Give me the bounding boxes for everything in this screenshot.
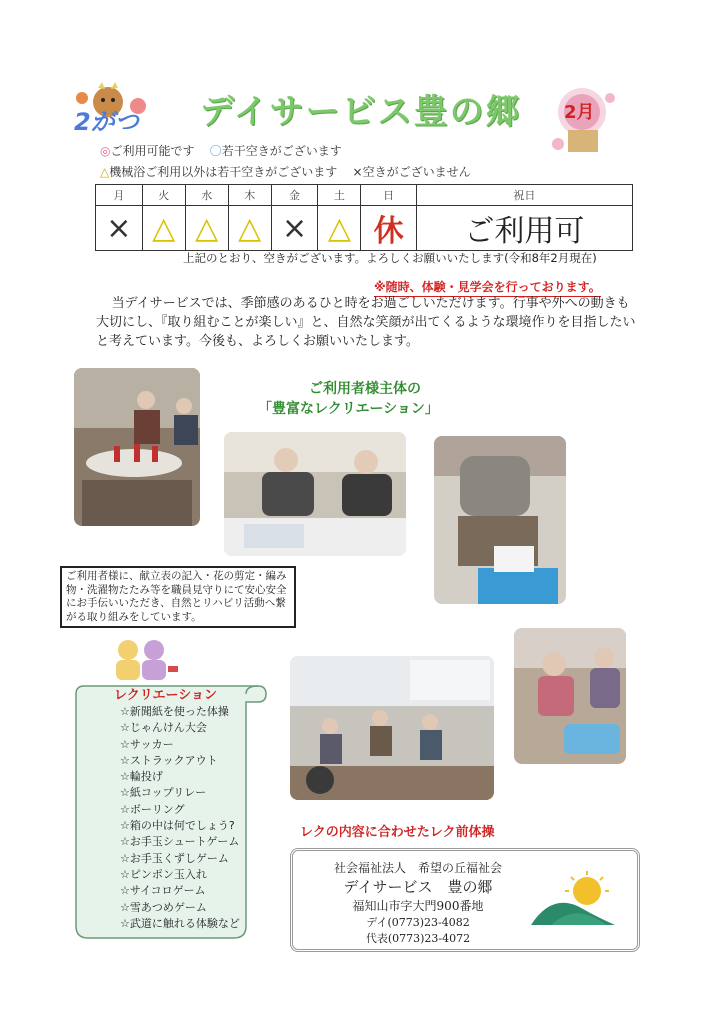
list-item: ☆サイコロゲーム [120, 884, 206, 898]
sun-mountain-logo-icon [527, 869, 619, 929]
availability-note: 上記のとおり、空きがございます。よろしくお願いいたします(令和8年2月現在) [183, 251, 597, 265]
day-thu: 木 [228, 185, 271, 206]
footer-box [290, 848, 640, 952]
page-title: デイサービス豊の郷 [200, 92, 522, 132]
list-item: ☆輪投げ [120, 770, 163, 784]
photo-table-activity [224, 432, 406, 556]
day-holiday: 祝日 [416, 185, 632, 206]
badge-right-text: 2月 [564, 102, 595, 123]
photo-table-game [514, 628, 626, 764]
list-item: ☆ボーリング [120, 802, 185, 816]
day-sun: 日 [361, 185, 416, 206]
day-sat: 土 [318, 185, 361, 206]
trial-notice: ※随時、体験・見学会を行っております。 [374, 278, 601, 297]
table-header-row [96, 185, 633, 206]
list-item: ☆ストラックアウト [120, 753, 218, 767]
legend-tri-text: 機械浴ご利用以外は若干空きがございます [109, 165, 338, 179]
section-heading-line2: 「豊富なレクリエーション」 [258, 401, 439, 417]
badge-right [542, 86, 622, 160]
list-item: ☆お手玉シュートゲーム [120, 835, 240, 849]
legend-some-symbol: 〇 [209, 144, 222, 158]
day-mon: 月 [96, 185, 143, 206]
legend-ok-text: ご利用可能です [110, 144, 195, 158]
day-fri: 金 [271, 185, 318, 206]
day-tue: 火 [142, 185, 185, 206]
list-item: ☆紙コップリレー [120, 786, 207, 800]
table-mark-row [96, 206, 633, 251]
recreation-list [120, 704, 240, 932]
footer-tel-main: 代表(0773)23-4072 [365, 932, 471, 945]
list-item: ☆新聞紙を使った体操 [120, 705, 229, 718]
recreation-title: レクリエーション [114, 688, 217, 703]
list-item: ☆じゃんけん大会 [120, 721, 207, 735]
availability-table [95, 184, 633, 251]
legend-x-text: ×空きがございません [352, 165, 471, 179]
list-item: ☆お手玉くずしゲーム [120, 851, 229, 865]
legend-some-text: 若干空きがございます [221, 144, 342, 158]
legend-line-1 [100, 142, 342, 159]
footer-address: 福知山市字大門900番地 [352, 899, 484, 913]
mark-thu: △ [228, 206, 271, 251]
mark-fri: × [271, 206, 318, 251]
list-item: ☆ピンポン玉入れ [120, 867, 207, 881]
list-item: ☆箱の中は何でしょう? [120, 819, 235, 833]
photo-recreation-group [74, 368, 200, 526]
section-heading-line1: ご利用者様主体の [309, 381, 421, 397]
day-wed: 水 [185, 185, 228, 206]
legend-ok-symbol: ◎ [100, 144, 111, 158]
badge-left-text: 2がつ [74, 108, 139, 136]
mark-wed: △ [185, 206, 228, 251]
list-item: ☆雪あつめゲーム [120, 900, 207, 914]
activity-caption-box: ご利用者様に、献立表の記入・花の剪定・編み物・洗濯物たたみ等を職員見守りにて安心安全にお手伝いいただき、自然とリハビリ活動へ繋がる取り組みをしています。 [60, 566, 296, 628]
legend-line-2 [100, 163, 471, 180]
footer-organization: 社会福祉法人 希望の丘福祉会 [333, 861, 502, 875]
legend-tri-symbol: △ [100, 165, 110, 179]
exercise-caption: レクの内容に合わせたレク前体操 [300, 825, 495, 840]
mark-tue: △ [142, 206, 185, 251]
footer-facility-name: デイサービス 豊の郷 [343, 878, 493, 896]
badge-left [70, 80, 156, 134]
mark-sun: 休 [361, 206, 416, 251]
photo-knitting [434, 436, 566, 604]
mark-holiday: ご利用可 [416, 206, 632, 251]
intro-paragraph: 当デイサービスでは、季節感のあるひと時をお過ごしいただけます。行事や外への動きも大切にし、『取り組むことが楽しい』と、自然な笑顔が出てくるような環境作りを目指したいと考えています。今後も、よろしくお願いいたします。 [96, 296, 636, 349]
list-item: ☆武道に触れる体験など [120, 916, 240, 930]
photo-exercise-group [290, 656, 494, 800]
list-item: ☆サッカー [120, 737, 174, 751]
footer-tel-day: デイ(0773)23-4082 [366, 916, 470, 929]
mark-mon: × [96, 206, 143, 251]
mark-sat: △ [318, 206, 361, 251]
